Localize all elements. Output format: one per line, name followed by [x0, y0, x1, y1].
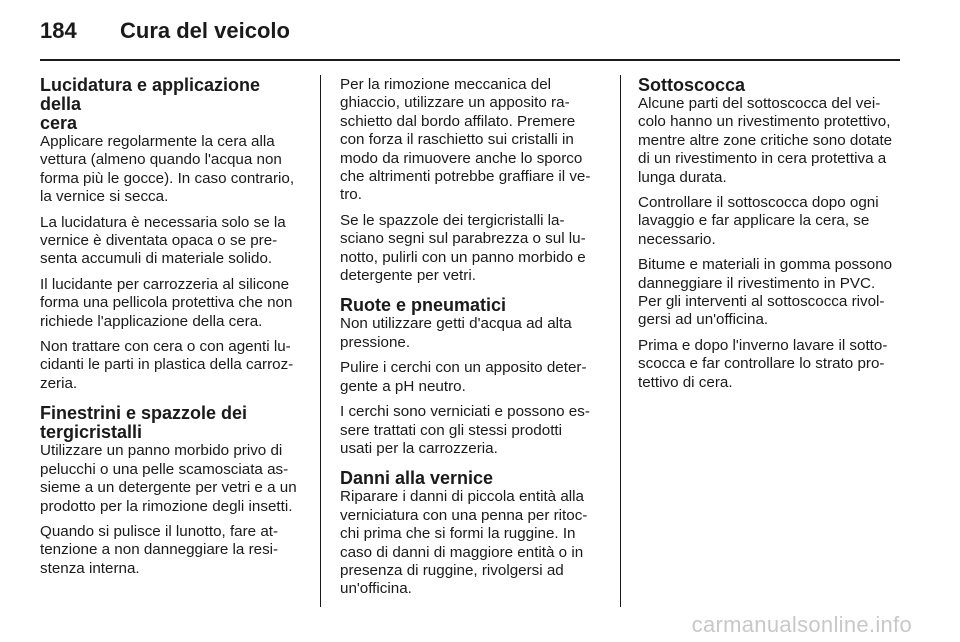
paragraph	[638, 95, 904, 187]
text-line: Per gli interventi al sottoscocca rivol-	[638, 293, 885, 311]
text-line: che altrimenti potrebbe graffiare il ve-	[340, 168, 591, 186]
text-line: usati per la carrozzeria.	[340, 439, 498, 457]
paragraph	[340, 488, 606, 598]
paragraph	[340, 403, 606, 458]
text-line: presenza di ruggine, rivolgersi ad	[340, 561, 564, 579]
text-line: La lucidatura è necessaria solo se la	[40, 213, 286, 231]
text-line: caso di danni di maggiore entità o in	[340, 543, 584, 561]
paragraph	[340, 212, 606, 286]
heading-line: Danni alla vernice	[340, 468, 494, 489]
page-header	[40, 18, 290, 50]
paragraph	[40, 523, 306, 578]
text-line: modo da rimuovere anche lo sporco	[340, 149, 583, 167]
text-line: tro.	[340, 186, 362, 204]
paragraph	[638, 256, 904, 330]
section-heading	[340, 296, 606, 315]
heading-line: Lucidatura e applicazione della	[40, 75, 261, 114]
paragraph	[340, 315, 606, 352]
heading-line: Sottoscocca	[638, 75, 746, 95]
text-line: forma una pellicola protettiva che non	[40, 294, 293, 312]
text-line: Utilizzare un panno morbido privo di	[40, 442, 283, 460]
paragraph	[638, 337, 904, 392]
text-line: Applicare regolarmente la cera alla	[40, 133, 275, 150]
watermark: carmanualsonline.info	[691, 612, 912, 637]
text-line: tenzione a non danneggiare la resi-	[40, 541, 279, 559]
text-column-left	[40, 76, 306, 585]
paragraph	[40, 214, 306, 269]
heading-line: Finestrini e spazzole dei	[40, 403, 248, 424]
text-line: richiede l'applicazione della cera.	[40, 312, 263, 330]
section-heading	[40, 76, 306, 133]
column-divider	[320, 75, 321, 607]
section-heading	[40, 404, 306, 442]
text-line: gersi ad un'officina.	[638, 311, 769, 329]
heading-line: tergicristalli	[40, 422, 143, 443]
paragraph	[40, 442, 306, 516]
paragraph	[40, 338, 306, 393]
section-heading	[340, 469, 606, 488]
text-line: Se le spazzole dei tergicristalli la-	[340, 211, 565, 229]
text-line: scocca e far controllare lo strato pro-	[638, 355, 885, 373]
text-line: prodotto per la rimozione degli insetti.	[40, 497, 293, 515]
paragraph	[340, 76, 606, 205]
text-line: con forza il raschietto sui cristalli in	[340, 131, 574, 149]
heading-line: Ruote e pneumatici	[340, 295, 507, 316]
text-line: mentre altre zone critiche sono dotate	[638, 131, 893, 149]
text-line: vernice è diventata opaca o se pre-	[40, 232, 278, 250]
text-line: ghiaccio, utilizzare un apposito ra-	[340, 94, 570, 112]
page-number: 184	[40, 18, 77, 43]
text-line: Per la rimozione meccanica del	[340, 76, 552, 93]
header-divider	[40, 59, 900, 61]
text-line: gente a pH neutro.	[340, 377, 466, 395]
text-line: pelucchi o una pelle scamosciata as-	[40, 460, 289, 478]
text-line: danneggiare il rivestimento in PVC.	[638, 274, 876, 292]
text-line: sciano segni sul parabrezza o sul lu-	[340, 230, 586, 248]
text-line: Alcune parti del sottoscocca del vei-	[638, 95, 881, 112]
heading-line: cera	[40, 113, 78, 133]
text-line: lunga durata.	[638, 168, 727, 186]
text-line: Non trattare con cera o con agenti lu-	[40, 338, 291, 356]
text-line: verniciatura con una penna per ritoc-	[340, 506, 588, 524]
text-column-right	[638, 76, 904, 399]
text-column-middle	[340, 76, 606, 606]
text-line: I cerchi sono verniciati e possono es-	[340, 403, 590, 421]
text-line: schietto dal bordo affilato. Premere	[340, 112, 576, 130]
text-line: forma più le gocce). In caso contrario,	[40, 169, 295, 187]
text-line: Pulire i cerchi con un apposito deter-	[340, 359, 587, 377]
text-line: colo hanno un rivestimento protettivo,	[638, 113, 891, 131]
text-line: senta accumuli di materiale solido.	[40, 250, 273, 268]
text-line: necessario.	[638, 230, 716, 248]
text-line: pressione.	[340, 333, 411, 351]
text-line: la vernice si secca.	[40, 188, 169, 206]
text-line: lavaggio e far applicare la cera, se	[638, 212, 870, 230]
column-divider	[620, 75, 621, 607]
text-line: Non utilizzare getti d'acqua ad alta	[340, 315, 572, 333]
text-line: detergente per vetri.	[340, 267, 476, 285]
text-line: Riparare i danni di piccola entità alla	[340, 488, 584, 506]
page-title: Cura del veicolo	[120, 18, 290, 43]
text-line: sieme a un detergente per vetri e a un	[40, 479, 297, 497]
text-line: chi prima che si formi la ruggine. In	[340, 525, 576, 543]
text-line: sere trattati con gli stessi prodotti	[340, 421, 563, 439]
text-line: Controllare il sottoscocca dopo ogni	[638, 194, 879, 212]
section-heading	[638, 76, 904, 95]
text-line: notto, pulirli con un panno morbido e	[340, 248, 586, 266]
text-line: Bitume e materiali in gomma possono	[638, 256, 893, 274]
text-line: un'officina.	[340, 580, 412, 598]
paragraph	[40, 276, 306, 331]
paragraph	[340, 359, 606, 396]
text-line: vettura (almeno quando l'acqua non	[40, 151, 282, 169]
text-line: cidanti le parti in plastica della carroz-	[40, 356, 294, 374]
text-line: tettivo di cera.	[638, 373, 733, 391]
text-line: Quando si pulisce il lunotto, fare at-	[40, 522, 279, 540]
paragraph	[638, 194, 904, 249]
text-line: Il lucidante per carrozzeria al silicone	[40, 275, 290, 293]
paragraph	[40, 133, 306, 207]
text-line: di un rivestimento in cera protettiva a	[638, 150, 887, 168]
text-line: stenza interna.	[40, 559, 140, 577]
text-line: Prima e dopo l'inverno lavare il sotto-	[638, 336, 888, 354]
text-line: zeria.	[40, 374, 78, 392]
